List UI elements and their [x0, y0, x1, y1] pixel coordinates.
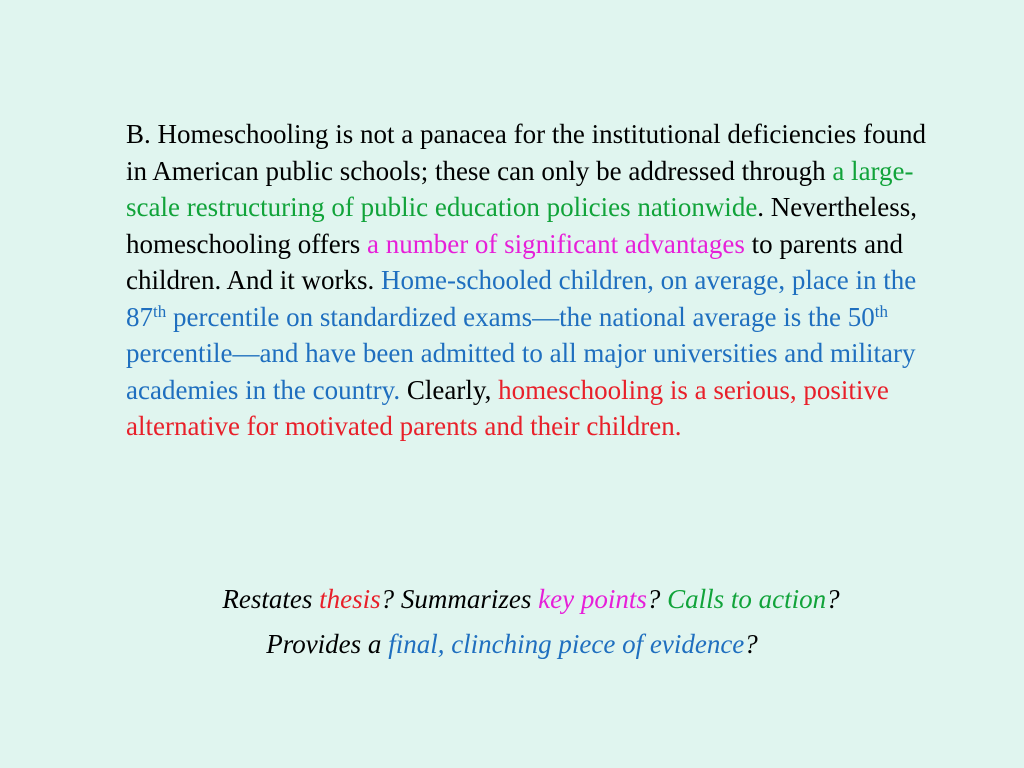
clearly-phrase: Clearly,	[400, 374, 499, 405]
conclusion-paragraph	[126, 116, 946, 445]
evidence-text-a: Home-schooled children, on average, place in the 87	[126, 265, 917, 332]
question-keyword-key-points: key points	[538, 584, 647, 614]
evidence-text-e: and have been admitted to all major universities and military academies in the country.	[126, 338, 916, 405]
question-text: ?	[826, 584, 840, 614]
restated-thesis: homeschooling is a serious, positive alternative for motivated parents and their children.	[126, 374, 889, 441]
evidence-text-b: percentile on standardized exams	[166, 301, 533, 332]
nevertheless-phrase: . Nevertheless, homeschooling offers	[126, 192, 917, 259]
question-line-2	[0, 626, 1024, 662]
em-dash: —	[532, 301, 560, 332]
ordinal-superscript: th	[153, 301, 167, 321]
intro-sentence: B. Homeschooling is not a panacea for the institutional deficiencies found in American public schools; these can only be addressed through	[126, 119, 927, 186]
question-text: ? Summarizes	[380, 584, 539, 614]
it-works-phrase: to parents and children. And it works.	[126, 228, 904, 295]
paragraph-text	[126, 116, 946, 445]
question-text: ?	[744, 629, 758, 659]
question-text: Restates	[222, 584, 320, 614]
question-line-1	[0, 581, 1024, 617]
question-keyword-evidence: final, clinching piece of evidence	[388, 629, 745, 659]
advantages-phrase: a number of significant advantages	[366, 228, 745, 259]
evidence-text-d: percentile	[126, 338, 233, 368]
question-text: Provides a	[266, 629, 389, 659]
question-text: ?	[646, 584, 668, 614]
question-keyword-thesis: thesis	[319, 584, 381, 614]
em-dash: —	[232, 338, 260, 368]
question-keyword-calls-to-action: Calls to action	[667, 584, 827, 614]
evidence-text-c: the national average is the 50	[559, 301, 875, 332]
restructuring-phrase: a large-scale restructuring of public education policies nationwide	[126, 155, 914, 222]
ordinal-superscript: th	[874, 301, 888, 321]
